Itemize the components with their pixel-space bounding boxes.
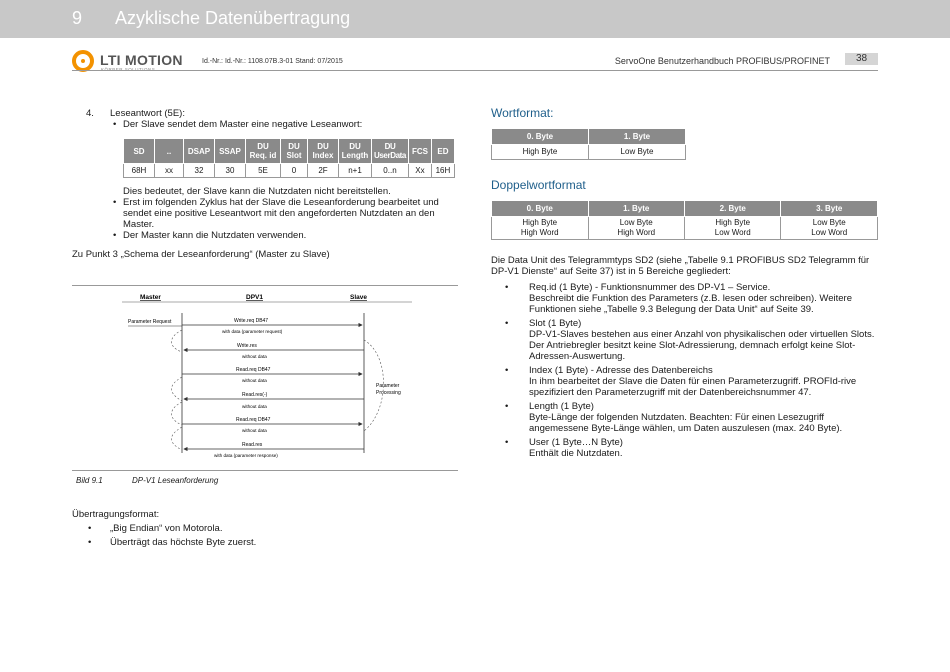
table-header: FCS: [408, 139, 431, 164]
table-cell: n+1: [339, 164, 372, 178]
list-item: [529, 318, 878, 362]
table-header: DU Index: [308, 139, 339, 164]
table-header-row: [124, 139, 455, 164]
table-header: 1. Byte: [589, 129, 686, 145]
table-header-row: [492, 201, 878, 217]
table-cell: 2F: [308, 164, 339, 178]
manual-title: ServoOne Benutzerhandbuch PROFIBUS/PROFINET: [614, 56, 830, 66]
master-wait-arc: [172, 427, 183, 450]
message-label: Read.res(-): [242, 392, 268, 398]
table-cell: xx: [155, 164, 184, 178]
note-paragraph: Dies bedeutet, der Slave kann die Nutzdaten nicht bereitstellen.: [123, 186, 391, 197]
table-row: [124, 164, 455, 178]
item-title: • User (1 Byte…N Byte): [529, 437, 623, 448]
item-title: • Req.id (1 Byte) - Funktionsnummer des DP-V1 – Service.: [529, 282, 771, 293]
table-header: DU Slot: [281, 139, 308, 164]
message-label: without data: [242, 428, 267, 433]
message-label: with data (parameter response): [214, 453, 278, 458]
chapter-number: 9: [72, 8, 83, 28]
chapter-title: Azyklische Datenübertragung: [115, 8, 351, 28]
table-cell: 0: [281, 164, 308, 178]
master-wait-arc: [172, 330, 183, 352]
page-number: 38: [845, 53, 878, 65]
table-header: 2. Byte: [685, 201, 781, 217]
header-divider: [72, 70, 878, 71]
master-wait-arc: [172, 402, 183, 425]
bullet-item: • Erst im folgenden Zyklus hat der Slave die Leseanforderung bearbeitet und sendet eine positive Leseantwort mit den angeforderten Nutzdaten an den Master.: [123, 197, 458, 230]
list-item: [529, 365, 878, 398]
format-bullets: [72, 522, 458, 550]
table-header: DU Length: [339, 139, 372, 164]
message-label: Write.req DB47: [234, 318, 269, 324]
item-body: Enthält die Nutzdaten.: [529, 448, 623, 459]
left-column: [72, 108, 458, 260]
item-title: Leseantwort (5E):: [110, 108, 185, 119]
column-master: Master: [140, 294, 161, 301]
table-cell: Low Byte Low Word: [781, 217, 878, 240]
table-header: SD: [124, 139, 155, 164]
bullet-item: • Der Master kann die Nutzdaten verwenden.: [123, 230, 458, 241]
section-title-doppelwortformat: Doppelwortformat: [491, 178, 586, 192]
message-label: without data: [242, 404, 267, 409]
bullet-item: • Überträgt das höchste Byte zuerst.: [110, 536, 458, 550]
data-unit-intro: Die Data Unit des Telegrammtyps SD2 (siehe „Tabelle 9.1 PROFIBUS SD2 Telegramm für DP-V1 Dienste“ auf Seite 37) ist in 5 Bereiche gegliedert:: [491, 255, 870, 277]
figure-bottom-rule: [72, 470, 458, 471]
message-label: Write.res: [237, 343, 257, 349]
message-label: Read.req DB47: [236, 417, 271, 423]
chapter-header-band: [0, 0, 950, 38]
table-header: DU UserData: [372, 139, 409, 164]
parameter-request-label: Parameter Request: [128, 319, 172, 325]
right-column: [491, 108, 878, 462]
bullet-intro: • Der Slave sendet dem Master eine negative Leseanwort:: [123, 119, 458, 130]
table-cell: 30: [215, 164, 246, 178]
logo-mark-icon: [72, 50, 94, 72]
item-body: Byte-Länge der folgenden Nutzdaten. Beachten: Für einen Lesezugriff angemessene Byte-Länge wählen, um Daten auszulesen (max. 240 Byte).: [529, 412, 843, 434]
item-title: • Index (1 Byte) - Adresse des Datenbereichs: [529, 365, 713, 376]
message-label: Read.req DB47: [236, 367, 271, 373]
read-request-sequence-figure: [72, 285, 458, 470]
table-header: 0. Byte: [492, 201, 589, 217]
transmission-format-block: [72, 508, 458, 550]
format-label: Übertragungsformat:: [72, 509, 160, 520]
table-cell: 0..n: [372, 164, 409, 178]
table-cell: High Byte: [492, 145, 589, 160]
message-label: without data: [242, 354, 267, 359]
master-wait-arc: [172, 377, 183, 401]
table-cell: Low Byte: [589, 145, 686, 160]
item-body: DP-V1-Slaves bestehen aus einer Anzahl von physikalischen oder virtuellen Slots. Der Antriebregler besitzt keine Slot-Adressierung, demnach erfolgt keine Slot-Adressen-Auswertung.: [529, 329, 875, 362]
figure-intro: Zu Punkt 3 „Schema der Leseanforderung“ (Master zu Slave): [72, 249, 330, 260]
table-header: 1. Byte: [588, 201, 685, 217]
table-cell: 32: [184, 164, 215, 178]
double-word-format-table: [491, 200, 878, 240]
table-header: SSAP: [215, 139, 246, 164]
column-slave: Slave: [350, 294, 367, 301]
item-body: Beschreibt die Funktion des Parameters (z.B. lesen oder schreiben). Weitere Funktionen siehe „Tabelle 9.3 Belegung der Data Unit“ auf Seite 39.: [529, 293, 852, 315]
table-header: 3. Byte: [781, 201, 878, 217]
section-title-wortformat: Wortformat:: [491, 106, 554, 120]
parameter-processing-text-2: Processing: [376, 390, 401, 396]
data-unit-fields-list: [491, 282, 878, 459]
table-header-row: [492, 129, 686, 145]
table-header: DU Req. id: [246, 139, 281, 164]
table-cell: Xx: [408, 164, 431, 178]
item-bullets: [72, 119, 458, 130]
numbered-item-4: [72, 108, 458, 119]
table-cell: High Byte Low Word: [685, 217, 781, 240]
table-cell: 68H: [124, 164, 155, 178]
parameter-processing-label: [376, 383, 401, 396]
item-number: 4.: [86, 108, 94, 119]
sequence-diagram: [72, 285, 458, 470]
figure-number: Bild 9.1: [76, 476, 103, 485]
table-cell: Low Byte High Word: [588, 217, 685, 240]
table-header: ..: [155, 139, 184, 164]
list-item: [529, 437, 878, 459]
logo-name: LTI MOTION: [100, 52, 183, 68]
word-format-table: [491, 128, 686, 160]
column-dpv1: DPV1: [246, 294, 263, 301]
list-item: [529, 282, 878, 315]
table-row: [492, 145, 686, 160]
message-label: with data (parameter request): [222, 329, 283, 334]
table-header: DSAP: [184, 139, 215, 164]
figure-caption: [76, 476, 219, 485]
read-response-telegram-table: [123, 138, 455, 178]
item-body: In ihm bearbeitet der Slave die Daten für einen Parameterzugriff. PROFId-rive spezifiziert den Parameterzugriff mit der Datenbereichsnummer 47.: [529, 376, 857, 398]
table-cell: 16H: [431, 164, 454, 178]
message-label: without data: [242, 378, 267, 383]
item-title: • Slot (1 Byte): [529, 318, 582, 329]
table-header: 0. Byte: [492, 129, 589, 145]
bullet-list: [72, 197, 458, 241]
message-label: Read.res: [242, 442, 263, 448]
figure-caption-text: DP-V1 Leseanforderung: [132, 476, 219, 485]
list-item: [529, 401, 878, 434]
parameter-processing-text-1: Parameter: [376, 383, 400, 389]
item-title: • Length (1 Byte): [529, 401, 594, 412]
table-cell: 5E: [246, 164, 281, 178]
table-header: ED: [431, 139, 454, 164]
table-row: [492, 217, 878, 240]
bullet-item: • „Big Endian“ von Motorola.: [110, 522, 458, 536]
table-cell: High Byte High Word: [492, 217, 589, 240]
document-id: Id.-Nr.: Id.-Nr.: 1108.07B.3-01 Stand: 07/2015: [202, 58, 343, 65]
